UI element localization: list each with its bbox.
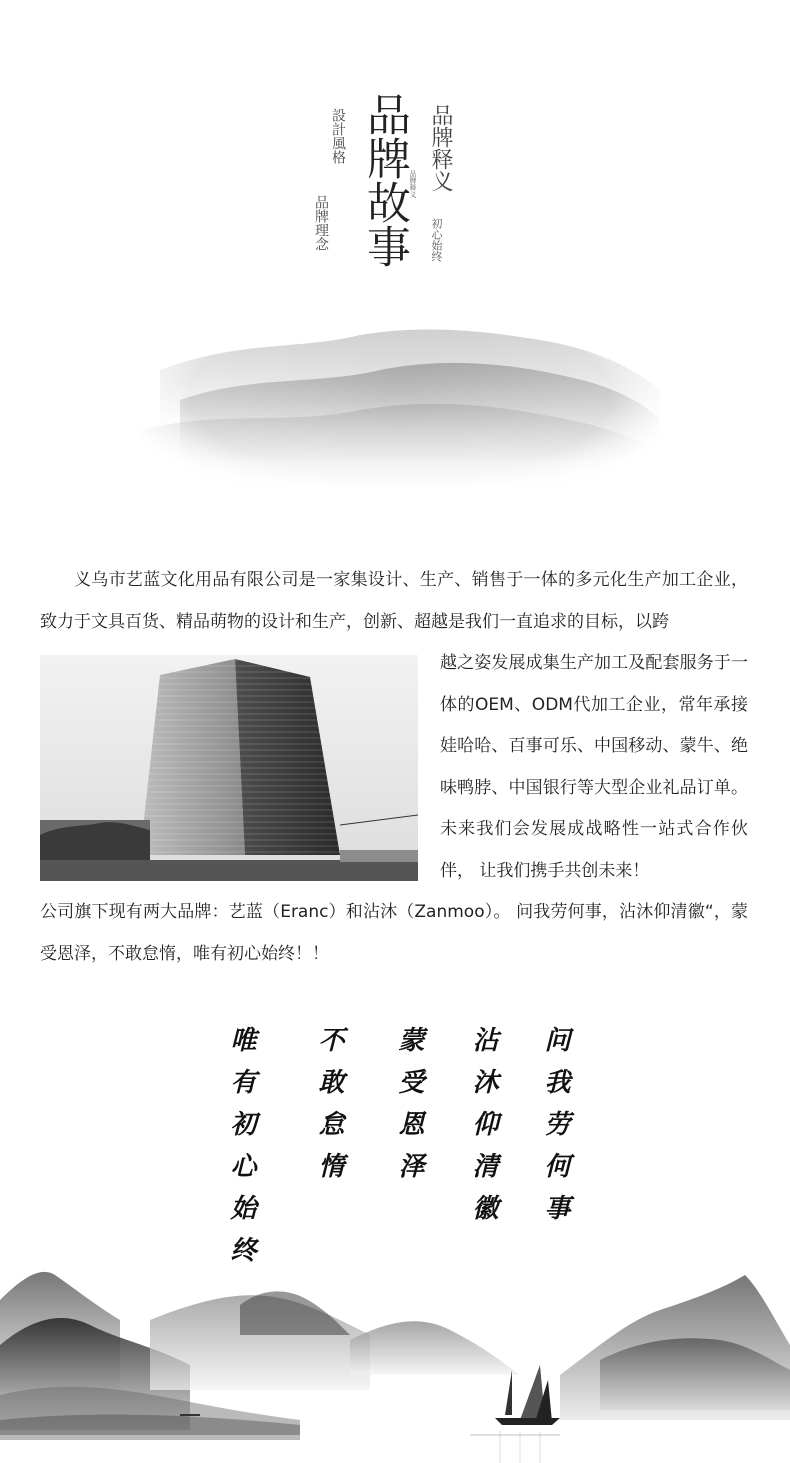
tag-design-style: 設計風格 — [330, 108, 346, 164]
poem-column-4: 不敢怠惰 — [314, 1026, 344, 1194]
poem-column-2: 沾沐仰清徽 — [468, 1026, 498, 1236]
tag-brand-meaning: 品牌释义 — [428, 104, 453, 192]
ink-landscape-image — [0, 1250, 790, 1463]
story-paragraph-top: 义乌市艺蓝文化用品有限公司是一家集设计、生产、销售于一体的多元化生产加工企业，致力于文具百货、精品萌物的设计和生产，创新、超越是我们一直追求的目标，以跨 — [40, 570, 748, 632]
story-paragraph-bottom: 公司旗下现有两大品牌：艺蓝（Eranc）和沾沐（Zanmoo）。 问我劳何事，沾沐仰清徽“，蒙受恩泽，不敢怠惰，唯有初心始终！！ — [40, 902, 748, 964]
ink-mist-mountains-image — [120, 280, 680, 510]
page-title: 品牌故事 — [359, 92, 410, 268]
poem-column-3: 蒙受恩泽 — [394, 1026, 424, 1194]
tag-original-heart: 初心始终 — [430, 218, 443, 262]
company-story — [40, 560, 748, 975]
tag-brand-concept: 品牌理念 — [313, 195, 329, 251]
tag-brand-meaning-small: 品牌释义 — [409, 170, 417, 198]
poem-column-5: 唯有初心始终 — [226, 1026, 256, 1278]
office-building-photo — [40, 655, 418, 881]
story-paragraph-wrap: 越之姿发展成集生产加工及配套服务于一体的OEM、ODM代加工企业，常年承接娃哈哈、百事可乐、中国移动、蒙牛、绝味鸭脖、中国银行等大型企业礼品订单。未来我们会发展成战略性一站式合作伙伴， 让我们携手共创未来！ — [440, 653, 748, 881]
poem-column-1: 问我劳何事 — [540, 1026, 570, 1236]
